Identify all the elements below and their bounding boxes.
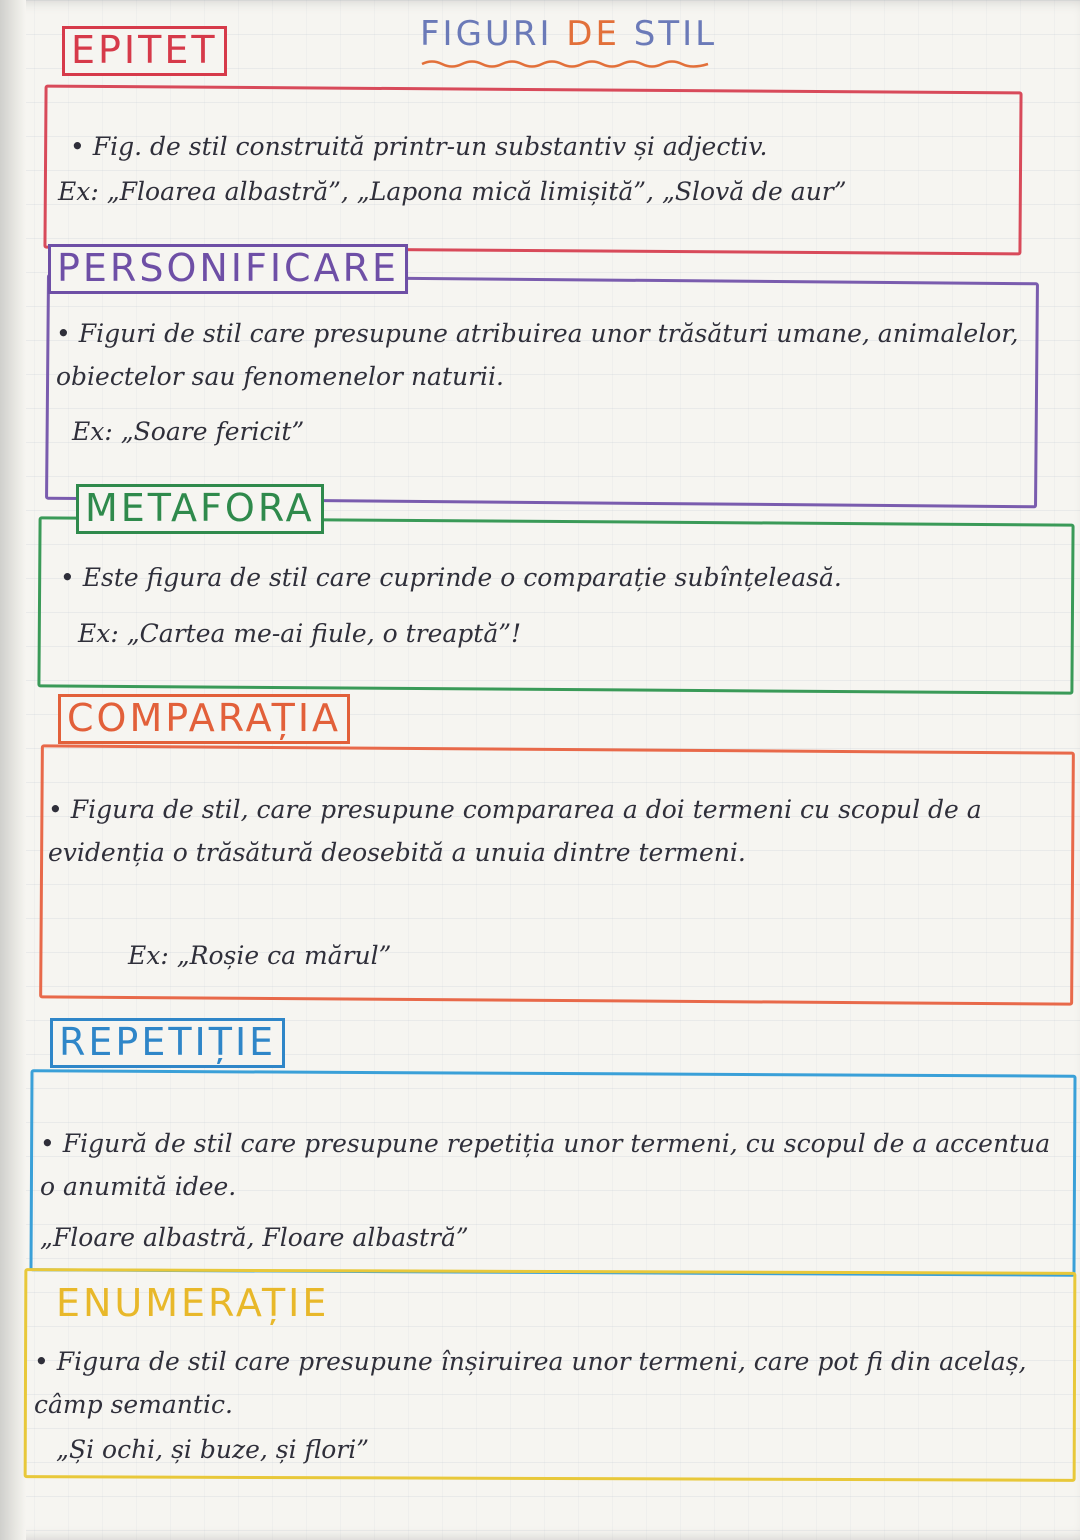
section-metafora-label: METAFORA bbox=[76, 484, 324, 534]
section-enumeratie-label: ENUMERAȚIE bbox=[56, 1281, 330, 1325]
section-comparatia-example: Ex: „Roșie ca mărul” bbox=[128, 941, 392, 970]
bullet-icon: • bbox=[34, 1347, 49, 1376]
page-title-part-2: DE bbox=[566, 14, 620, 54]
section-personificare-label: PERSONIFICARE bbox=[48, 244, 408, 294]
section-enumeratie-example: „Și ochi, și buze, și flori” bbox=[56, 1435, 370, 1464]
section-epitet-definition-text: Fig. de stil construită printr-un substantiv și adjectiv. bbox=[92, 132, 768, 161]
section-comparatia-label: COMPARAȚIA bbox=[58, 694, 350, 744]
section-enumeratie-definition-text: Figura de stil care presupune înșiruirea unor termeni, care pot fi din acelaș, câmp semantic. bbox=[34, 1347, 1027, 1419]
bullet-icon: • bbox=[60, 563, 75, 592]
section-epitet-label: EPITET bbox=[62, 26, 227, 76]
section-comparatia-definition bbox=[48, 788, 1068, 874]
section-enumeratie-definition bbox=[34, 1340, 1064, 1426]
bullet-icon: • bbox=[40, 1129, 55, 1158]
bullet-icon: • bbox=[56, 319, 71, 348]
section-comparatia-definition-text: Figura de stil, care presupune compararea a doi termeni cu scopul de a evidenția o trăsătură deosebită a unuia dintre termeni. bbox=[48, 795, 982, 867]
section-metafora-definition-text: Este figura de stil care cuprinde o comparație subînțeleasă. bbox=[82, 563, 842, 592]
section-personificare-definition-text: Figuri de stil care presupune atribuirea unor trăsături umane, animalelor, obiectelor sau fenomenelor naturii. bbox=[56, 319, 1019, 391]
section-repetitie-definition-text: Figură de stil care presupune repetiția unor termeni, cu scopul de a accentua o anumită idee. bbox=[40, 1129, 1051, 1201]
section-metafora-definition bbox=[60, 556, 1070, 599]
section-metafora-example: Ex: „Cartea me-ai fiule, o treaptă”! bbox=[78, 619, 522, 648]
page-title-part-1: FIGURI bbox=[420, 14, 567, 54]
page-title bbox=[420, 14, 717, 54]
section-epitet-example: Ex: „Floarea albastră”, „Lapona mică limișită”, „Slovă de aur” bbox=[58, 177, 847, 206]
section-repetitie-label: REPETIȚIE bbox=[50, 1018, 285, 1068]
section-repetitie-definition bbox=[40, 1122, 1070, 1208]
page-title-part-3: STIL bbox=[619, 14, 718, 54]
bullet-icon: • bbox=[48, 795, 63, 824]
title-underline bbox=[420, 58, 710, 70]
page-margin bbox=[0, 0, 26, 1540]
bullet-icon: • bbox=[70, 132, 85, 161]
section-personificare-definition bbox=[56, 312, 1026, 398]
section-personificare-example: Ex: „Soare fericit” bbox=[72, 417, 305, 446]
section-repetitie-example: „Floare albastră, Floare albastră” bbox=[40, 1223, 469, 1252]
section-epitet-definition bbox=[70, 125, 1020, 168]
section-metafora-frame bbox=[37, 516, 1074, 694]
